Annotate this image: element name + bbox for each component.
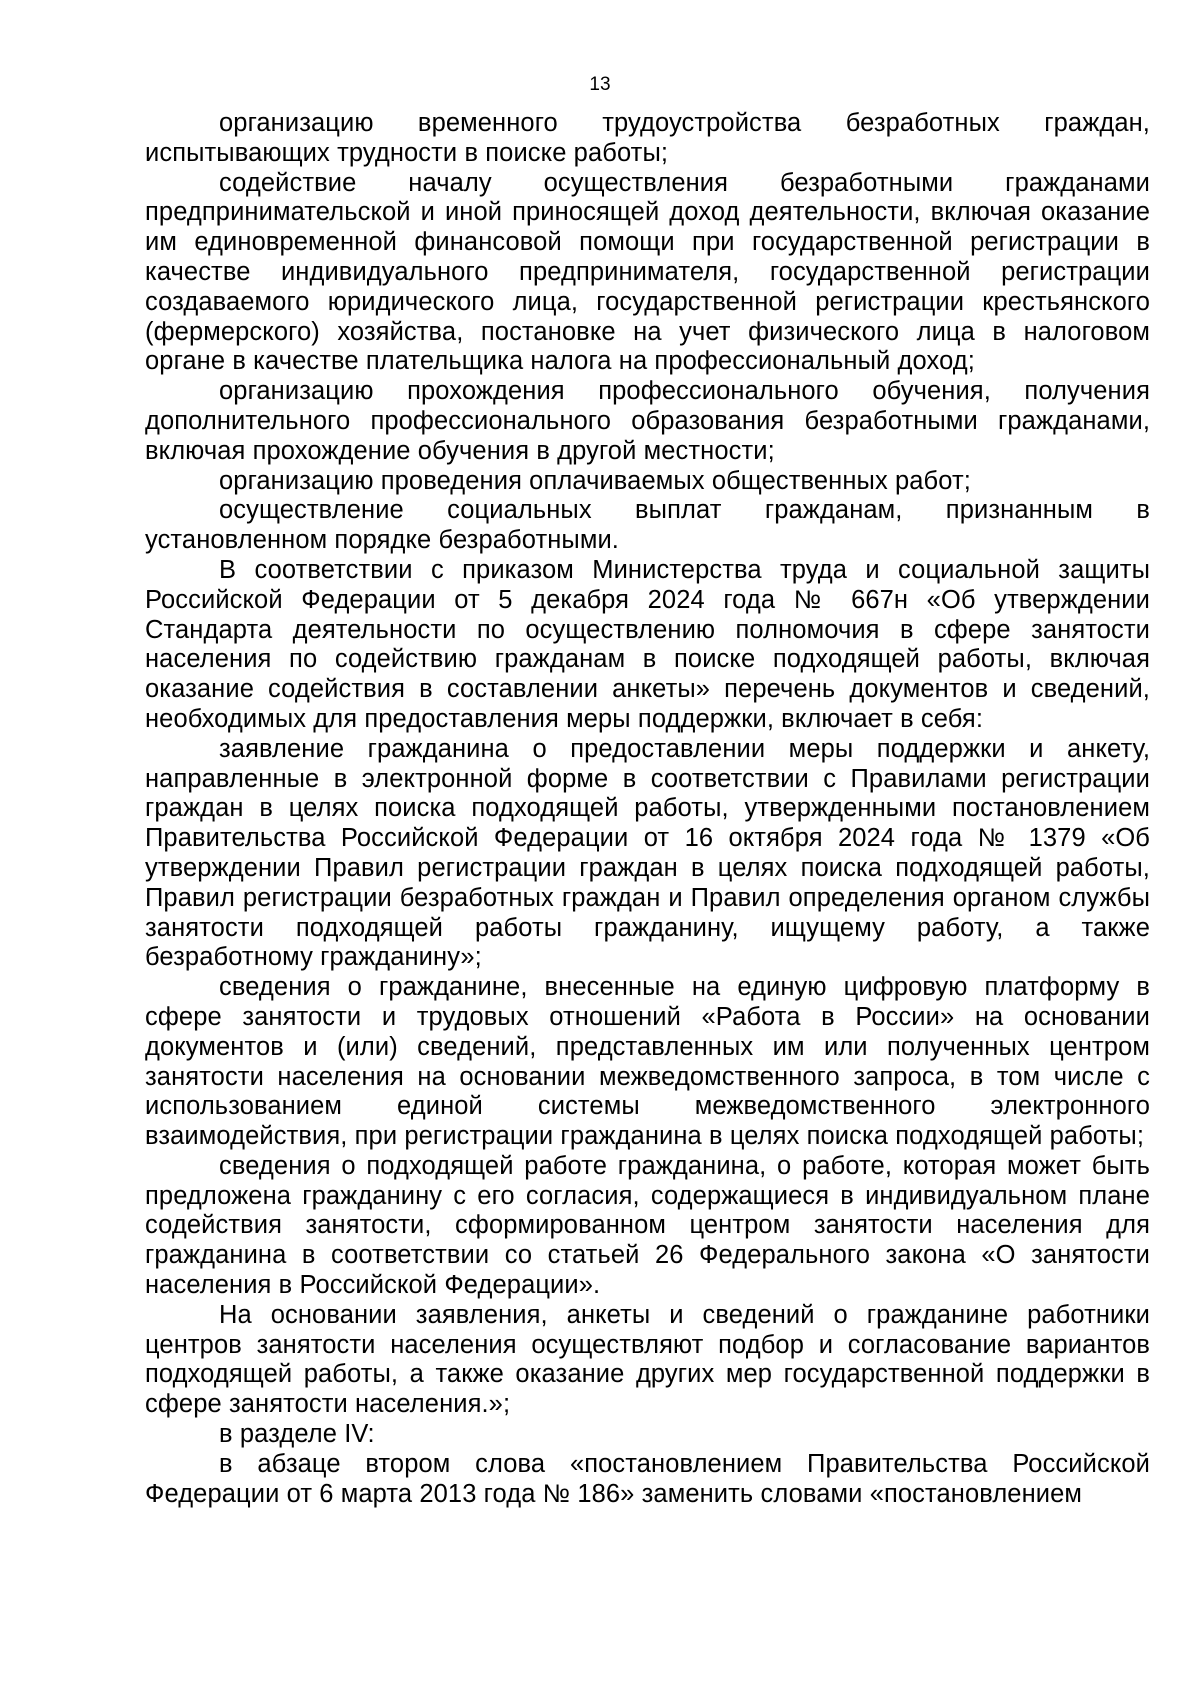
paragraph-replacement-instruction: в абзаце втором слова «постановлением Правительства Российской Федерации от 6 марта 2013 года № 186» заменить словами «постановлением (145, 1449, 1150, 1508)
document-body (145, 109, 1150, 1509)
paragraph-public-works: организацию проведения оплачиваемых общественных работ; (219, 466, 971, 495)
paragraph-section-iv: в разделе IV: (219, 1420, 375, 1449)
page-number: 13 (589, 74, 611, 95)
paragraph-employment-centers: На основании заявления, анкеты и сведений о гражданине работники центров занятости населения осуществляют подбор и согласование вариантов подходящей работы, а также оказание других мер государственной поддержки в сфере занятости населения.»; (145, 1300, 1150, 1419)
paragraph-entrepreneurship-support: содействие началу осуществления безработными гражданами предпринимательской и иной приносящей доход деятельности, включая оказание им единовременной финансовой помощи при государственной регистрации в качестве индивидуального предпринимателя, государственной регистрации создаваемого юридического лица, государственной регистрации крестьянского (фермерского) хозяйства, постановке на учет физического лица в налоговом органе в качестве плательщика налога на профессиональный доход; (145, 168, 1150, 376)
paragraph-temporary-employment: организацию временного трудоустройства безработных граждан, испытывающих трудности в поиске работы; (145, 109, 1150, 167)
paragraph-ministry-order: В соответствии с приказом Министерства труда и социальной защиты Российской Федерации от 5 декабря 2024 года № 667н «Об утверждении Стандарта деятельности по осуществлению полномочия в сфере занятости населения по содействию гражданам в поиске подходящей работы, включая оказание содействия в составлении анкеты» перечень документов и сведений, необходимых для предоставления меры поддержки, включает в себя: (145, 555, 1150, 733)
paragraph-suitable-work-information: сведения о подходящей работе гражданина, о работе, которая может быть предложена гражданину с его согласия, содержащиеся в индивидуальном плане содействия занятости, сформированном центром занятости населения для гражданина в соответствии со статьей 26 Федерального закона «О занятости населения в Российской Федерации». (145, 1151, 1150, 1300)
paragraph-application-and-form: заявление гражданина о предоставлении меры поддержки и анкету, направленные в электронной форме в соответствии с Правилами регистрации граждан в целях поиска подходящей работы, утвержденными постановлением Правительства Российской Федерации от 16 октября 2024 года № 1379 «Об утверждении Правил регистрации граждан в целях поиска подходящей работы, Правил регистрации безработных граждан и Правил определения органом службы занятости подходящей работы гражданину, ищущему работу, а также безработному гражданину»; (145, 734, 1150, 972)
paragraph-citizen-information: сведения о гражданине, внесенные на единую цифровую платформу в сфере занятости и трудовых отношений «Работа в России» на основании документов и (или) сведений, представленных им или полученных центром занятости населения на основании межведомственного запроса, в том числе с использованием единой системы межведомственного электронного взаимодействия, при регистрации гражданина в целях поиска подходящей работы; (145, 973, 1150, 1151)
paragraph-social-payments: осуществление социальных выплат гражданам, признанным в установленном порядке безработными. (145, 496, 1150, 555)
paragraph-professional-training: организацию прохождения профессионального обучения, получения дополнительного профессионального образования безработными гражданами, включая прохождение обучения в другой местности; (145, 377, 1150, 465)
